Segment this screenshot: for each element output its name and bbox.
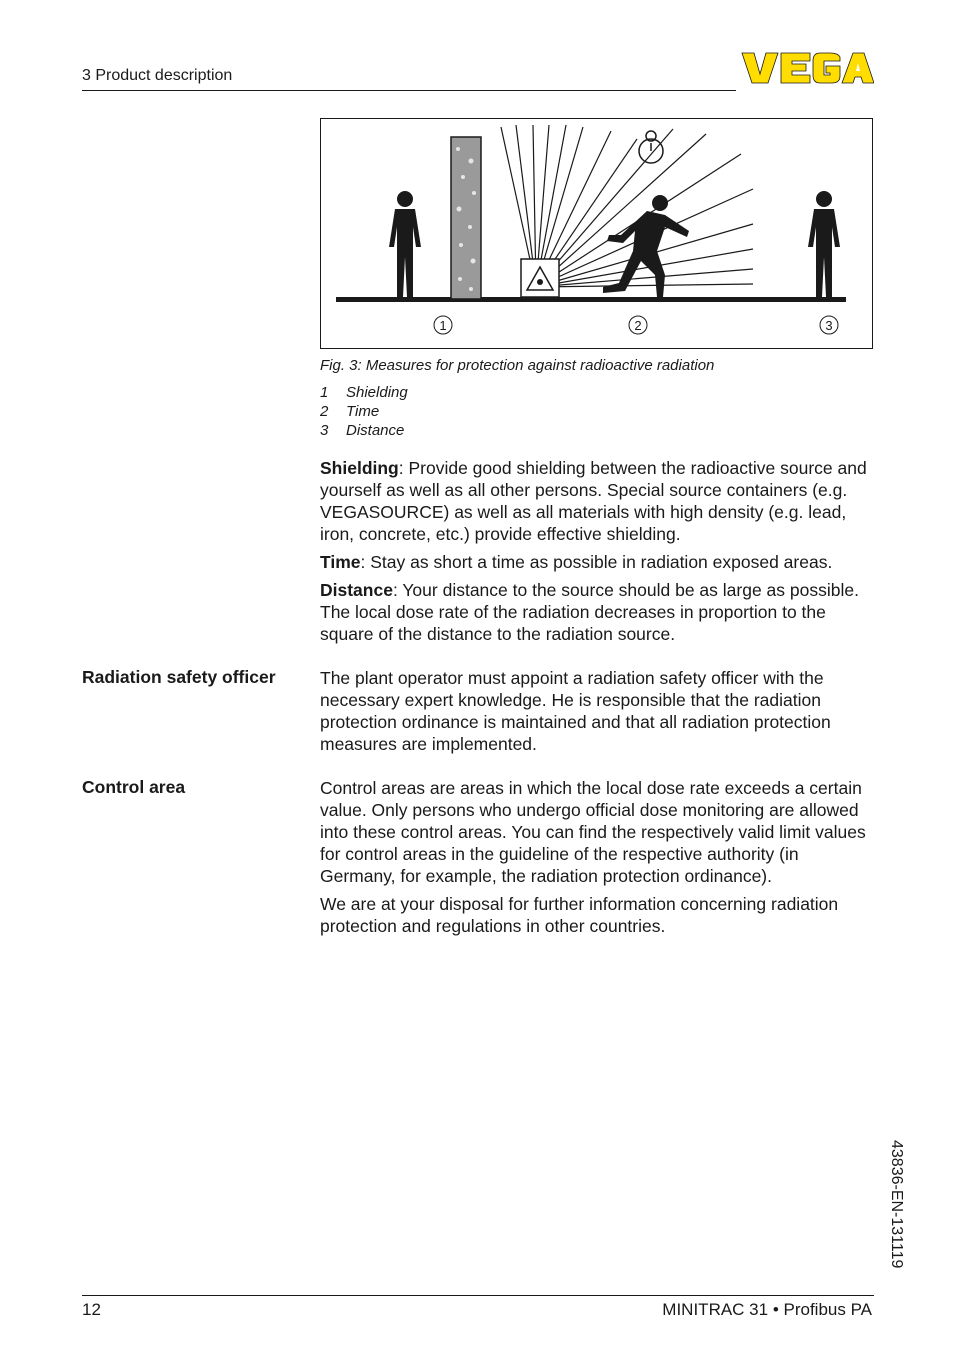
- distance-paragraph: Distance: Your distance to the source should be as large as possible. The local dose rate of the radiation decreases in proportion to the square of the distance to the radiation source.: [320, 580, 859, 644]
- person-distant-icon: [808, 191, 840, 297]
- footer-divider: [82, 1295, 874, 1296]
- shielding-wall: [451, 137, 481, 299]
- control-area-paragraph: Control areas are areas in which the local dose rate exceeds a certain value. Only persons who undergo official dose monitoring are allowed into these control areas. You can find the respectively valid limit values for control areas in the guideline of the respective authority (in Germany, for example, the radiation protection ordinance).: [320, 778, 866, 886]
- officer-section: [320, 667, 876, 761]
- vega-logo: [740, 50, 874, 86]
- time-paragraph: Time: Stay as short a time as possible in radiation exposed areas.: [320, 552, 833, 572]
- legend-item: 3 Distance: [320, 422, 405, 439]
- figure-legend: [320, 383, 408, 440]
- stopwatch-icon: [639, 131, 663, 163]
- document-id: 43836-EN-131119: [888, 1140, 905, 1269]
- footer-product-name: MINITRAC 31 • Profibus PA: [662, 1300, 872, 1319]
- figure-label-1: 1: [439, 318, 447, 333]
- legend-item: 1 Shielding: [320, 384, 408, 401]
- radiation-protection-figure: [320, 118, 873, 349]
- contact-paragraph: We are at your disposal for further information concerning radiation protection and regulations in other countries.: [320, 894, 839, 936]
- shielding-paragraph: Shielding: Provide good shielding between the radioactive source and yourself as well as all other persons. Special source containers (e.g. VEGASOURCE) as well as all materials with high density (e.g. lead, iron, concrete, etc.) provide effective shielding.: [320, 458, 867, 544]
- control-area-section: [320, 777, 876, 943]
- protection-measures: [320, 457, 876, 651]
- officer-heading: Radiation safety officer: [82, 667, 276, 687]
- person-shielded-icon: [389, 191, 421, 297]
- legend-item: 2 Time: [320, 403, 380, 420]
- ground-line: [336, 297, 846, 302]
- header-divider: [82, 90, 736, 91]
- figure-label-2: 2: [634, 318, 642, 333]
- officer-paragraph: The plant operator must appoint a radiation safety officer with the necessary expert knowledge. He is responsible that the radiation protection ordinance is maintained and that all radiation protection measures are implemented.: [320, 668, 831, 754]
- figure-caption: Fig. 3: Measures for protection against radioactive radiation: [320, 357, 715, 374]
- page-number: 12: [82, 1300, 101, 1319]
- figure-label-3: 3: [825, 318, 833, 333]
- radiation-protection-illustration: [321, 119, 871, 347]
- radioactive-source-container: [521, 259, 559, 297]
- control-area-heading: Control area: [82, 777, 186, 797]
- header-section-title: 3 Product description: [82, 67, 233, 84]
